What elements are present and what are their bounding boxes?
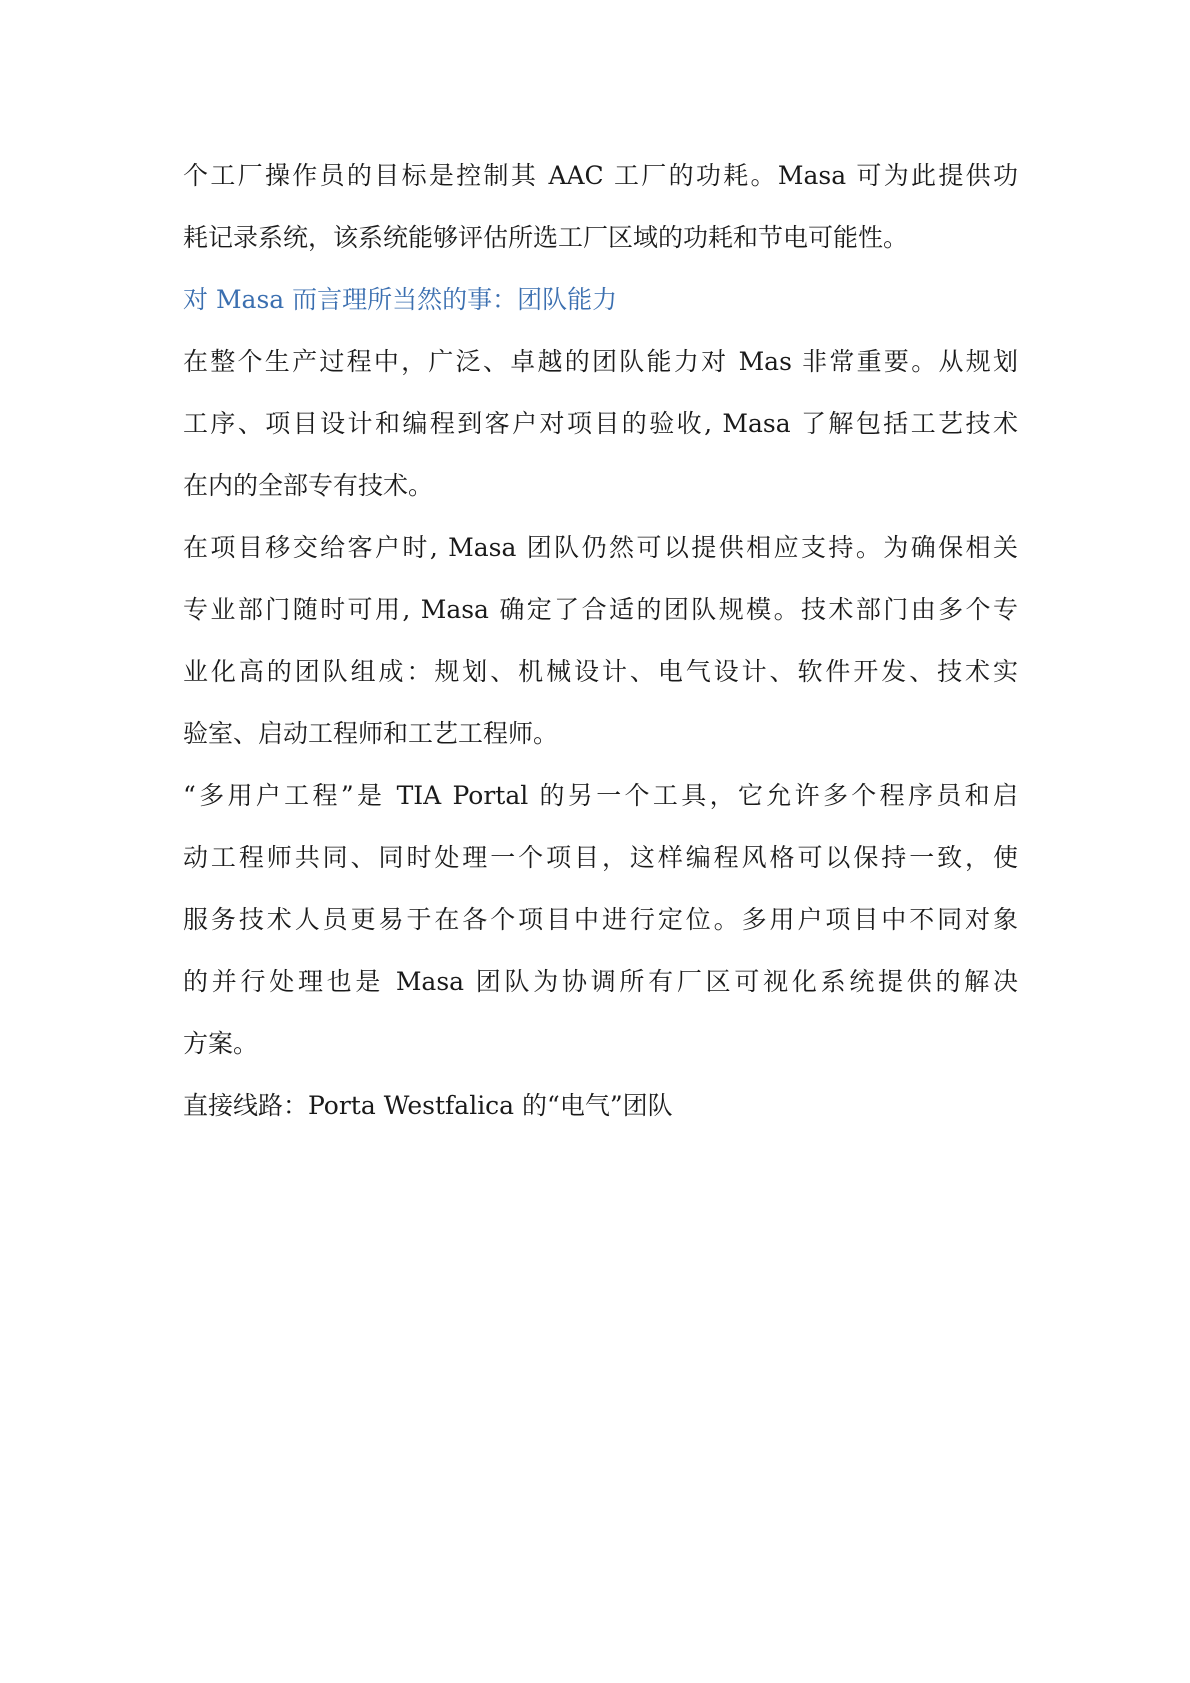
- paragraph-line: 验室、启动工程师和工艺工程师。: [183, 719, 559, 748]
- paragraph-line: 的并行处理也是 Masa 团队为协调所有厂区可视化系统提供的解决: [183, 967, 1018, 996]
- paragraph-line: 在项目移交给客户时, Masa 团队仍然可以提供相应支持。为确保相关: [183, 533, 1018, 562]
- section-heading: 对 Masa 而言理所当然的事：团队能力: [183, 285, 618, 314]
- handover-paragraph: [183, 517, 1018, 765]
- paragraph-line: 工序、项目设计和编程到客户对项目的验收, Masa 了解包括工艺技术: [183, 409, 1018, 438]
- paragraph-line: 方案。: [183, 1029, 259, 1058]
- paragraph-line: 在整个生产过程中，广泛、卓越的团队能力对 Mas 非常重要。从规划: [183, 347, 1018, 376]
- paragraph-line: 业化高的团队组成：规划、机械设计、电气设计、软件开发、技术实: [183, 657, 1018, 686]
- paragraph-line: 在内的全部专有技术。: [183, 471, 434, 500]
- paragraph-line: 动工程师共同、同时处理一个项目，这样编程风格可以保持一致，使: [183, 843, 1018, 872]
- paragraph-line: 专业部门随时可用, Masa 确定了合适的团队规模。技术部门由多个专: [183, 595, 1018, 624]
- paragraph-line: 服务技术人员更易于在各个项目中进行定位。多用户项目中不同对象: [183, 905, 1018, 934]
- multiuser-paragraph: [183, 765, 1018, 1075]
- paragraph-line: 耗记录系统，该系统能够评估所选工厂区域的功耗和节电可能性。: [183, 223, 909, 252]
- intro-paragraph: [183, 145, 1018, 269]
- paragraph-line: 个工厂操作员的目标是控制其 AAC 工厂的功耗。Masa 可为此提供功: [183, 161, 1018, 190]
- team-paragraph: [183, 331, 1018, 517]
- closing-heading: 直接线路：Porta Westfalica 的“电气”团队: [183, 1091, 673, 1120]
- paragraph-line: “多用户工程”是 TIA Portal 的另一个工具，它允许多个程序员和启: [183, 781, 1018, 810]
- document-body: [183, 145, 1018, 1137]
